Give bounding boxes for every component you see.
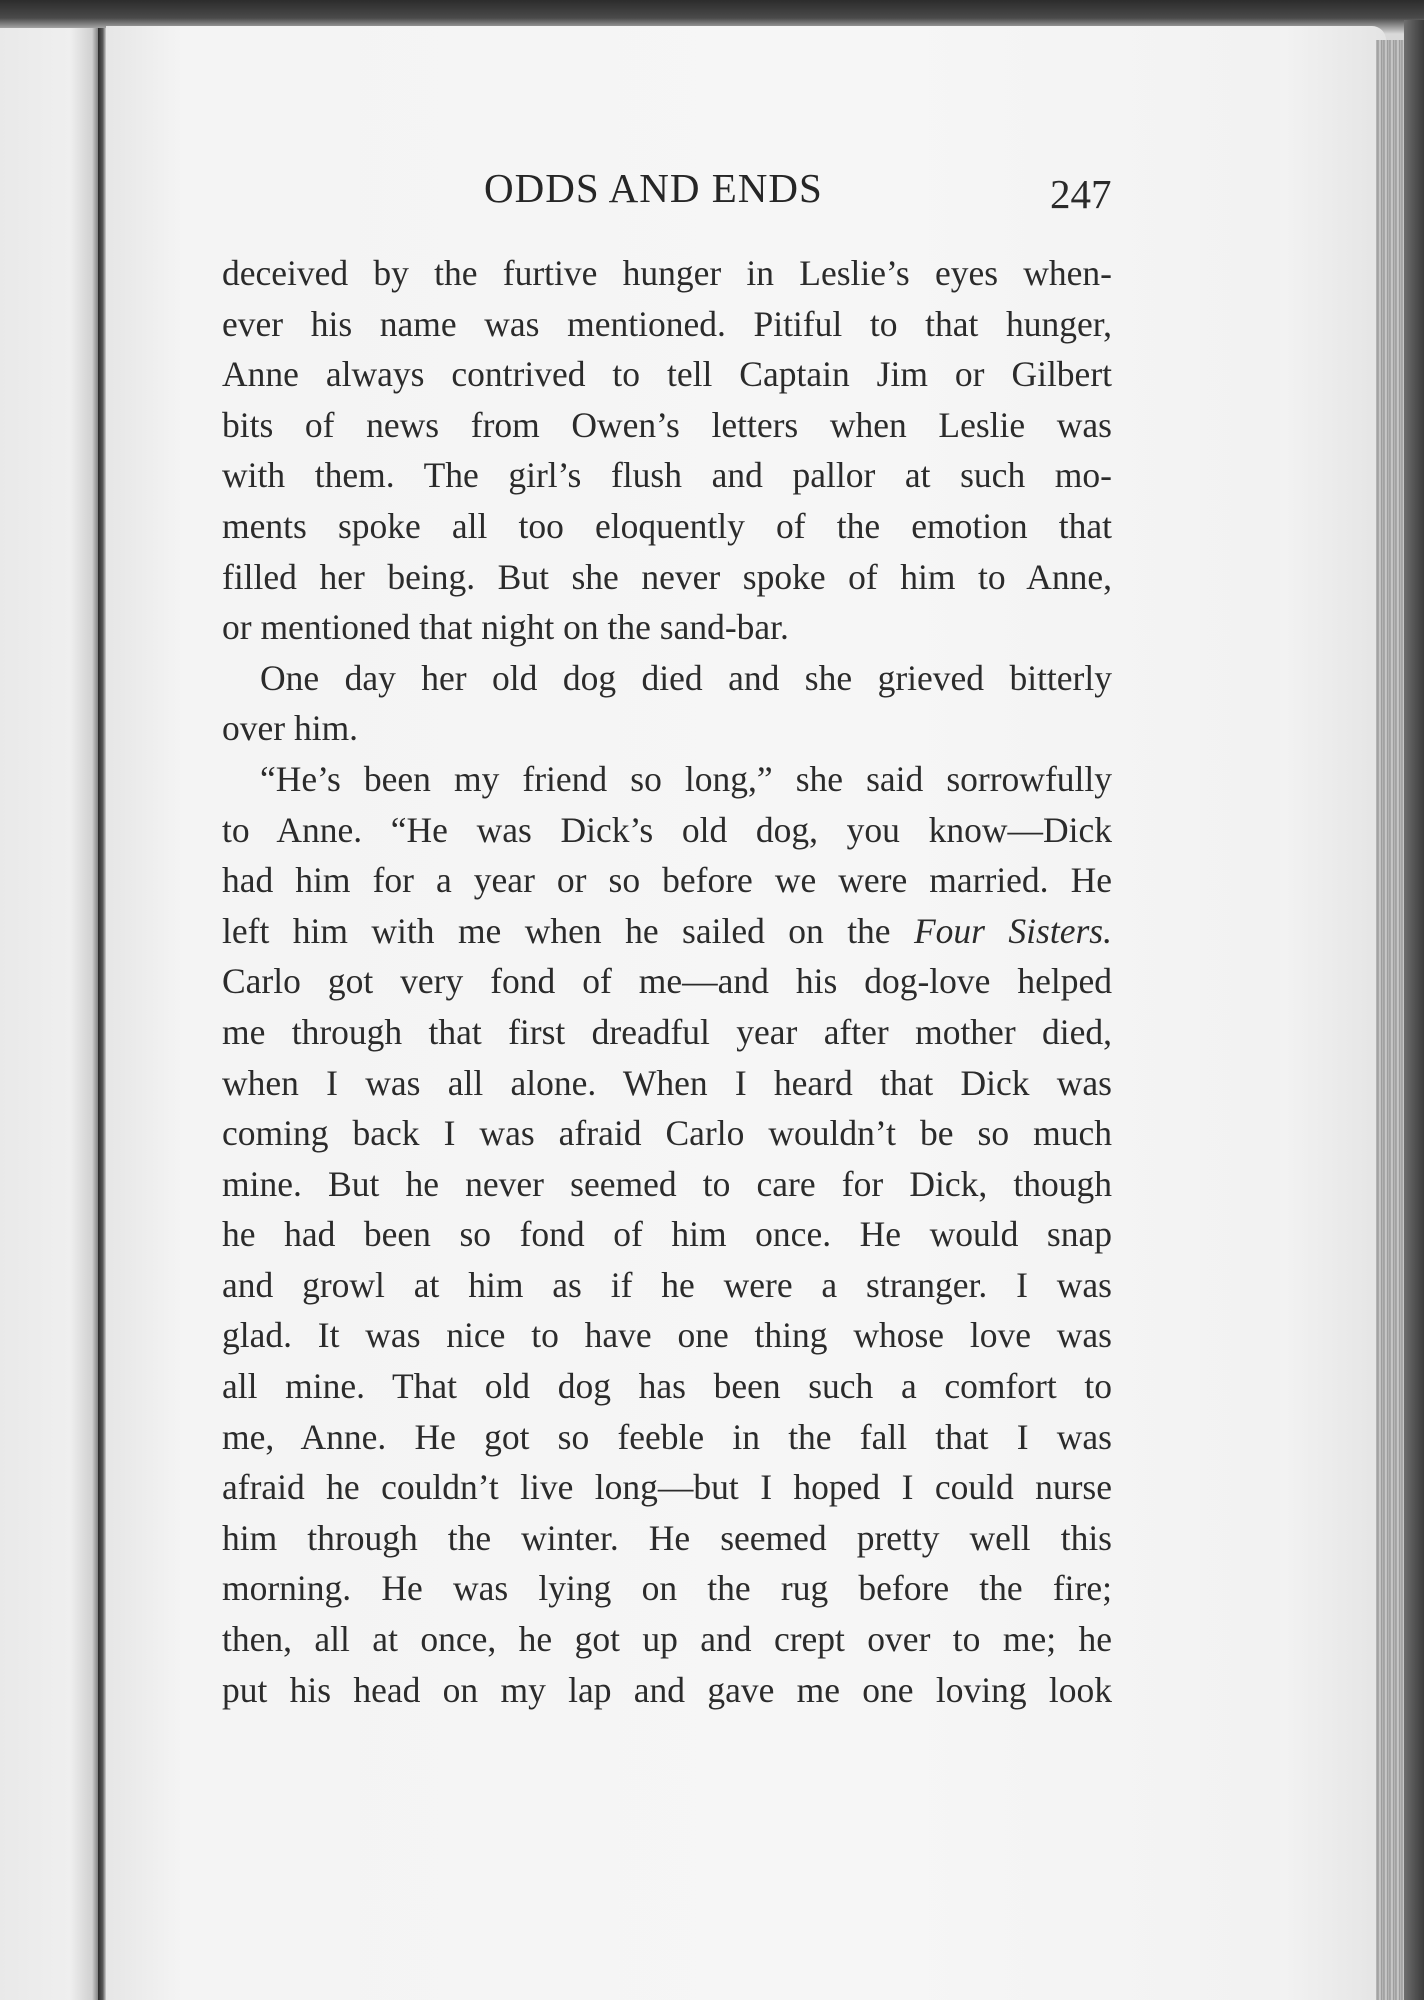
text-line: me through that first dreadful year after mother died, xyxy=(222,1011,1112,1052)
text-line: over him. xyxy=(222,708,359,749)
text-line: him through the winter. He seemed pretty well this xyxy=(222,1517,1112,1558)
paragraph-start-line: “He’s been my friend so long,” she said sorrowfully xyxy=(260,758,1112,799)
text-line: coming back I was afraid Carlo wouldn’t be so much xyxy=(222,1113,1112,1154)
text-line: then, all at once, he got up and crept over to me; he xyxy=(222,1619,1112,1660)
text-fragment: left him with me when he sailed on the xyxy=(222,910,914,951)
text-line: put his head on my lap and gave me one loving look xyxy=(222,1669,1112,1710)
text-line: or mentioned that night on the sand-bar. xyxy=(222,607,789,648)
text-line: had him for a year or so before we were married. He xyxy=(222,860,1112,901)
text-line: morning. He was lying on the rug before the fire; xyxy=(222,1568,1112,1609)
text-line: ever his name was mentioned. Pitiful to that hunger, xyxy=(222,303,1112,344)
book-gutter xyxy=(98,28,106,2000)
text-line-with-ship-name xyxy=(222,906,1112,957)
text-line: Carlo got very fond of me—and his dog-love helped xyxy=(222,961,1112,1002)
text-line: with them. The girl’s flush and pallor at such mo- xyxy=(222,455,1112,496)
text-line: glad. It was nice to have one thing whose love was xyxy=(222,1315,1112,1356)
text-line: filled her being. But she never spoke of him to Anne, xyxy=(222,556,1112,597)
text-line: when I was all alone. When I heard that Dick was xyxy=(222,1062,1112,1103)
text-line: mine. But he never seemed to care for Dick, though xyxy=(222,1163,1112,1204)
facing-page-edge xyxy=(0,28,100,2000)
page-number: 247 xyxy=(1050,171,1112,217)
text-line: afraid he couldn’t live long—but I hoped I could nurse xyxy=(222,1467,1112,1508)
body-text xyxy=(222,248,1112,1715)
text-line: Anne always contrived to tell Captain Jim or Gilbert xyxy=(222,354,1112,395)
text-line: to Anne. “He was Dick’s old dog, you know—Dick xyxy=(222,809,1112,850)
book-cover-edge xyxy=(1404,20,1424,2000)
text-line: and growl at him as if he were a stranger. I was xyxy=(222,1264,1112,1305)
paragraph-start-line: One day her old dog died and she grieved bitterly xyxy=(260,657,1112,698)
text-line: me, Anne. He got so feeble in the fall that I was xyxy=(222,1416,1112,1457)
running-head-title: ODDS AND ENDS xyxy=(484,165,823,211)
text-line: deceived by the furtive hunger in Leslie’s eyes when- xyxy=(222,253,1112,293)
text-line: he had been so fond of him once. He would snap xyxy=(222,1214,1112,1255)
text-line: bits of news from Owen’s letters when Leslie was xyxy=(222,404,1112,445)
text-line: ments spoke all too eloquently of the emotion that xyxy=(222,505,1112,546)
text-line: all mine. That old dog has been such a comfort to xyxy=(222,1366,1112,1407)
ship-name: Four Sisters. xyxy=(914,910,1112,951)
